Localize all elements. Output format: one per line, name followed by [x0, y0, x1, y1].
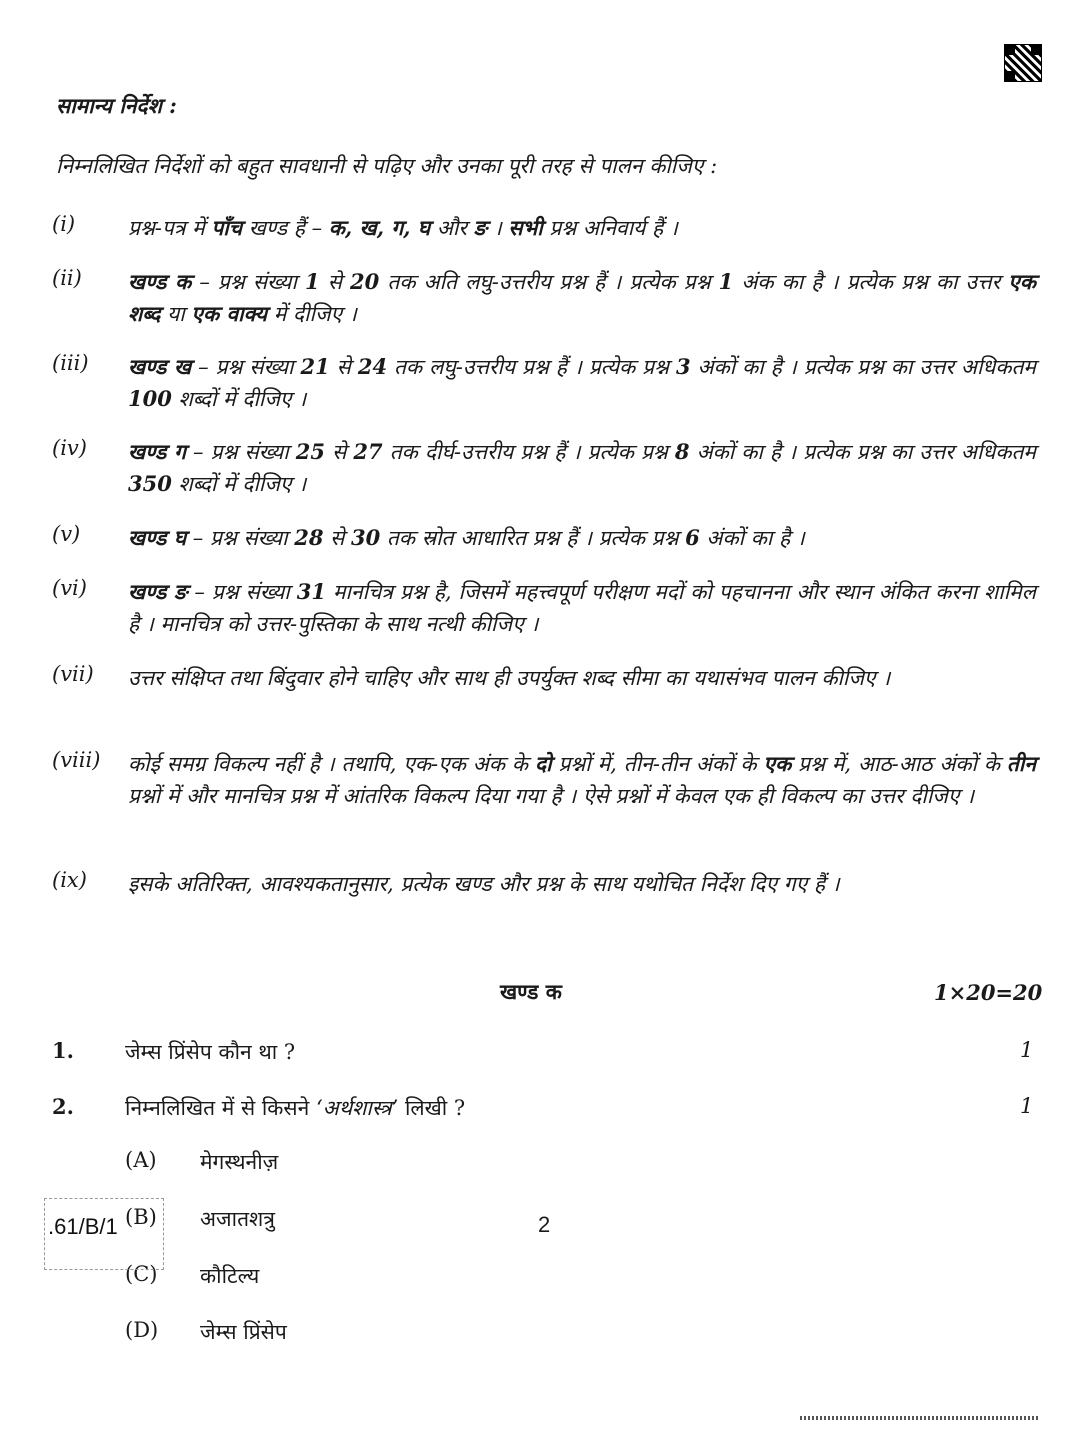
paper-code: .61/B/1: [48, 1214, 118, 1239]
footer-dotted-line: [800, 1416, 1040, 1420]
question-marks: 1: [1020, 1094, 1034, 1118]
instruction-text: कोई समग्र विकल्प नहीं है । तथापि, एक-एक अंक के दो प्रश्नों में, तीन-तीन अंकों के एक प्रश्न में, आठ-आठ अंकों के तीन प्रश्नों में और मानचित्र प्रश्न में आंतरिक विकल्प दिया गया है । ऐसे प्रश्नों में केवल एक ही विकल्प का उत्तर दीजिए ।: [128, 751, 1036, 808]
instruction-text: इसके अतिरिक्त, आवश्यकतानुसार, प्रत्येक खण्ड और प्रश्न के साथ यथोचित निर्देश दिए गए हैं ।: [128, 872, 840, 896]
instruction-number: (vi): [52, 576, 87, 600]
instruction-number: (i): [52, 212, 76, 236]
section-title: खण्ड क: [500, 979, 562, 1004]
instruction-number: (v): [52, 522, 81, 546]
option-label: (D): [125, 1318, 159, 1342]
section-marks: 1×20=20: [934, 980, 1043, 1005]
question-text: जेम्स प्रिंसेप कौन था ?: [125, 1040, 296, 1064]
option-text: मेगस्थनीज़: [200, 1150, 279, 1174]
instruction-number: (viii): [52, 748, 101, 772]
instruction-number: (vii): [52, 662, 94, 686]
instruction-number: (iii): [52, 351, 89, 375]
question-text: निम्नलिखित में से किसने ‘अर्थशास्त्र’ लिखी ?: [125, 1096, 466, 1120]
instruction-text: खण्ड ख – प्रश्न संख्या 21 से 24 तक लघु-उत्तरीय प्रश्न हैं । प्रत्येक प्रश्न 3 अंकों का है । प्रत्येक प्रश्न का उत्तर अधिकतम 100 शब्दों में दीजिए ।: [128, 354, 1036, 411]
option-label: (A): [125, 1148, 157, 1172]
instruction-text: खण्ड क – प्रश्न संख्या 1 से 20 तक अति लघु-उत्तरीय प्रश्न हैं । प्रत्येक प्रश्न 1 अंक का है । प्रत्येक प्रश्न का उत्तर एक शब्द या एक वाक्य में दीजिए ।: [128, 269, 1037, 326]
option-label: (B): [125, 1205, 157, 1229]
question-number: 1.: [52, 1038, 74, 1063]
page-number: 2: [538, 1212, 551, 1237]
instructions-heading: सामान्य निर्देश :: [56, 93, 177, 118]
instruction-number: (ii): [52, 266, 82, 290]
question-marks: 1: [1020, 1038, 1034, 1062]
question-number: 2.: [52, 1094, 74, 1119]
instruction-text: उत्तर संक्षिप्त तथा बिंदुवार होने चाहिए और साथ ही उपर्युक्त शब्द सीमा का यथासंभव पालन कीजिए ।: [128, 666, 891, 690]
instruction-text: खण्ड ग – प्रश्न संख्या 25 से 27 तक दीर्घ-उत्तरीय प्रश्न हैं । प्रत्येक प्रश्न 8 अंकों का है । प्रत्येक प्रश्न का उत्तर अधिकतम 350 शब्दों में दीजिए ।: [128, 439, 1036, 496]
instruction-number: (iv): [52, 436, 87, 460]
instruction-text: खण्ड घ – प्रश्न संख्या 28 से 30 तक स्रोत आधारित प्रश्न हैं । प्रत्येक प्रश्न 6 अंकों का है ।: [128, 525, 805, 550]
qr-code: [1004, 44, 1042, 82]
instruction-text: प्रश्न-पत्र में पाँच खण्ड हैं – क, ख, ग, घ और ङ । सभी प्रश्न अनिवार्य हैं ।: [128, 215, 678, 240]
option-text: जेम्स प्रिंसेप: [200, 1320, 287, 1344]
instruction-text: खण्ड ङ – प्रश्न संख्या 31 मानचित्र प्रश्न है, जिसमें महत्त्वपूर्ण परीक्षण मदों को पहचानना और स्थान अंकित करना शामिल है । मानचित्र को उत्तर-पुस्तिका के साथ नत्थी कीजिए ।: [128, 579, 1036, 636]
option-text: अजातशत्रु: [200, 1207, 275, 1231]
instructions-intro: निम्नलिखित निर्देशों को बहुत सावधानी से पढ़िए और उनका पूरी तरह से पालन कीजिए :: [56, 154, 718, 178]
option-label: (C): [125, 1262, 158, 1286]
instruction-number: (ix): [52, 868, 87, 892]
option-text: कौटिल्य: [200, 1264, 260, 1288]
